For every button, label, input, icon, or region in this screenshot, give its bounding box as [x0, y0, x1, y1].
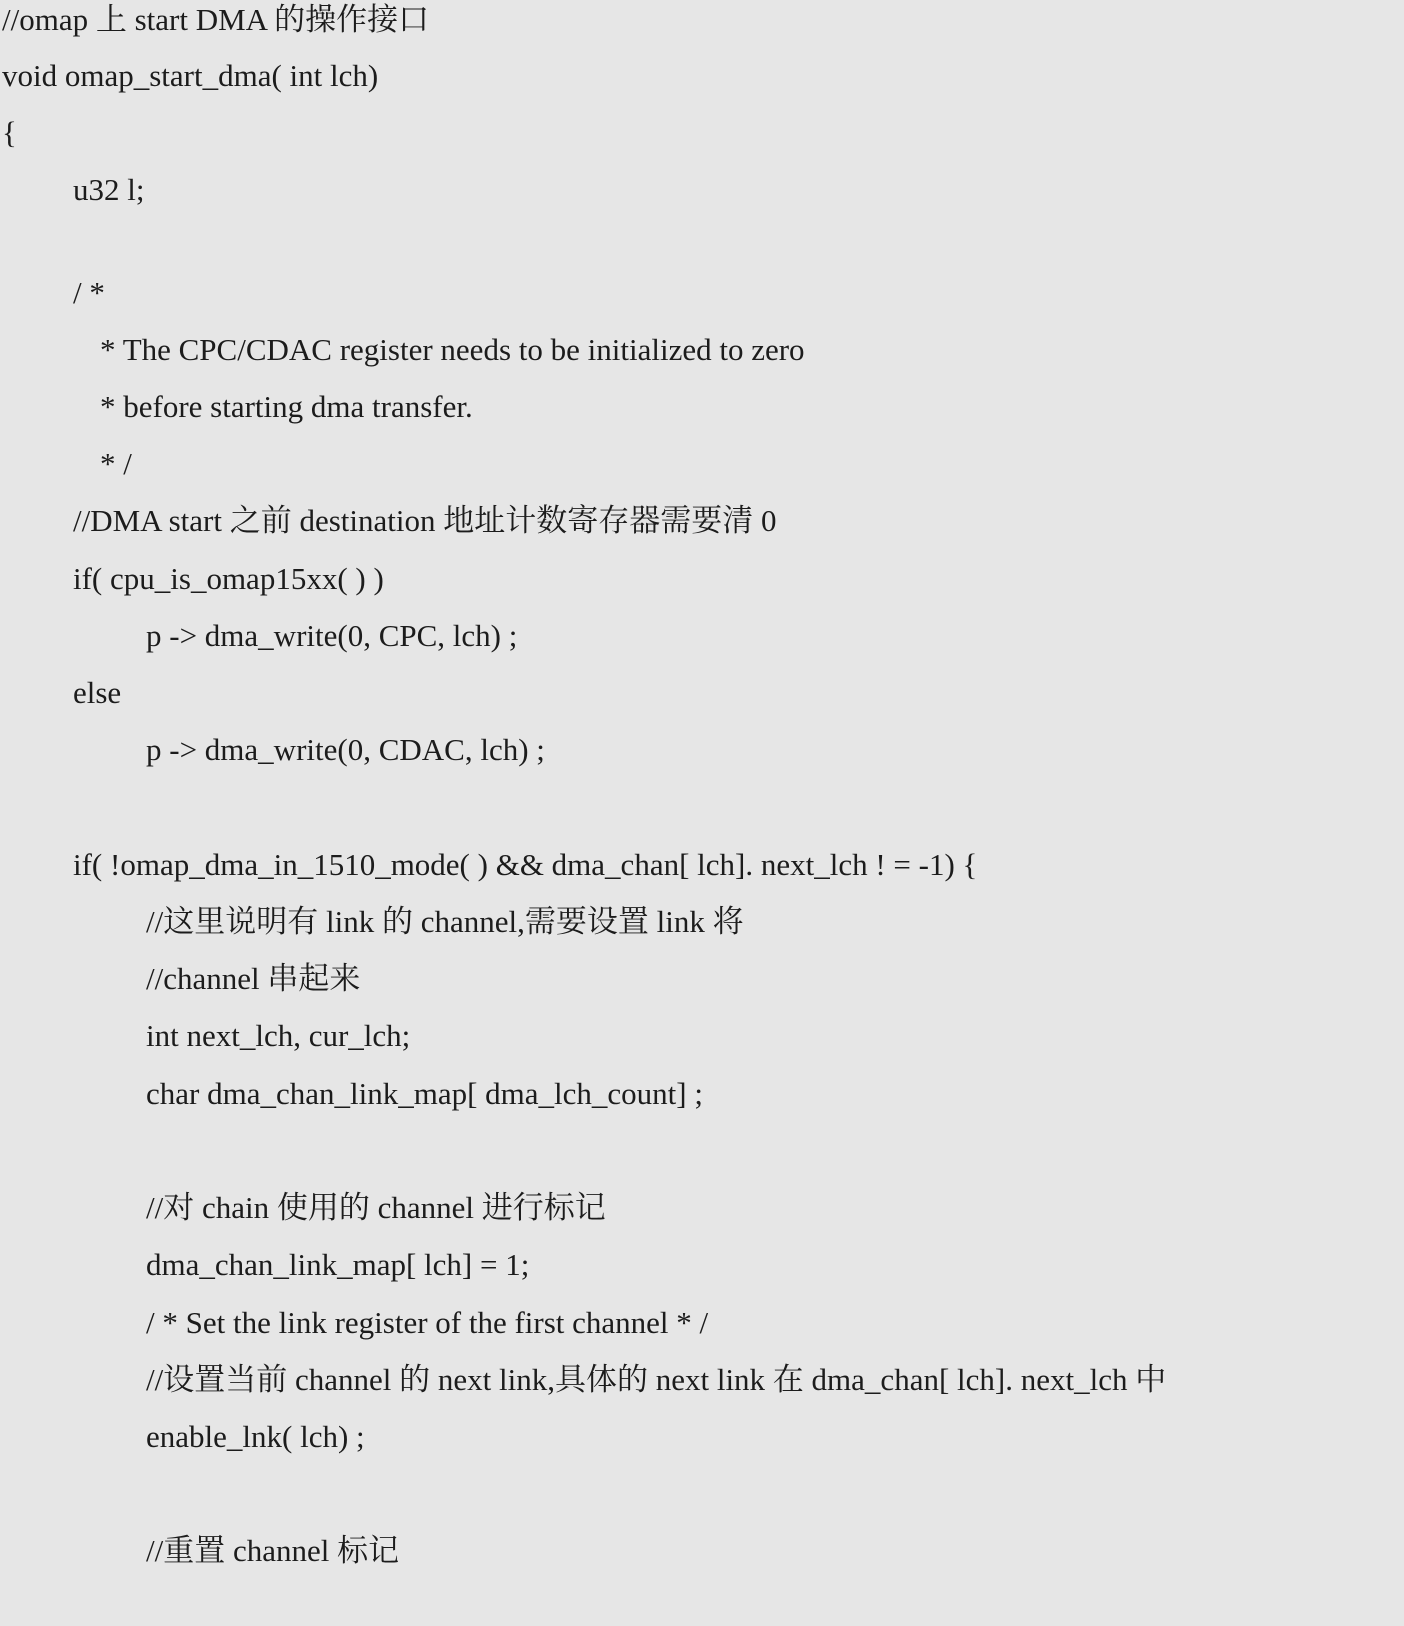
code-line: //channel 串起来	[146, 961, 361, 996]
code-line: //这里说明有 link 的 channel,需要设置 link 将	[146, 904, 744, 939]
code-line: * /	[100, 446, 132, 481]
code-line: * before starting dma transfer.	[100, 389, 473, 424]
code-line: //对 chain 使用的 channel 进行标记	[146, 1190, 606, 1225]
code-line: //omap 上 start DMA 的操作接口	[2, 2, 430, 37]
code-line: enable_lnk( lch) ;	[146, 1419, 365, 1454]
code-line: //DMA start 之前 destination 地址计数寄存器需要清 0	[73, 503, 777, 538]
code-line: if( !omap_dma_in_1510_mode( ) && dma_chan[ lch]. next_lch ! = -1) {	[73, 847, 978, 882]
code-line: int next_lch, cur_lch;	[146, 1018, 411, 1053]
code-line: if( cpu_is_omap15xx( ) )	[73, 561, 384, 596]
code-line: char dma_chan_link_map[ dma_lch_count] ;	[146, 1076, 703, 1111]
code-line: / *	[73, 275, 105, 310]
code-line: / * Set the link register of the first channel * /	[146, 1305, 709, 1340]
code-line: void omap_start_dma( int lch)	[2, 58, 379, 93]
code-line: else	[73, 675, 122, 710]
code-line: //重置 channel 标记	[146, 1533, 400, 1568]
code-line: //设置当前 channel 的 next link,具体的 next link 在 dma_chan[ lch]. next_lch 中	[146, 1362, 1167, 1397]
code-line: * The CPC/CDAC register needs to be initialized to zero	[100, 332, 805, 367]
code-line: dma_chan_link_map[ lch] = 1;	[146, 1247, 530, 1282]
code-line: u32 l;	[73, 172, 145, 207]
code-line: p -> dma_write(0, CPC, lch) ;	[146, 618, 518, 653]
code-line: {	[2, 115, 17, 150]
code-line: p -> dma_write(0, CDAC, lch) ;	[146, 732, 545, 767]
